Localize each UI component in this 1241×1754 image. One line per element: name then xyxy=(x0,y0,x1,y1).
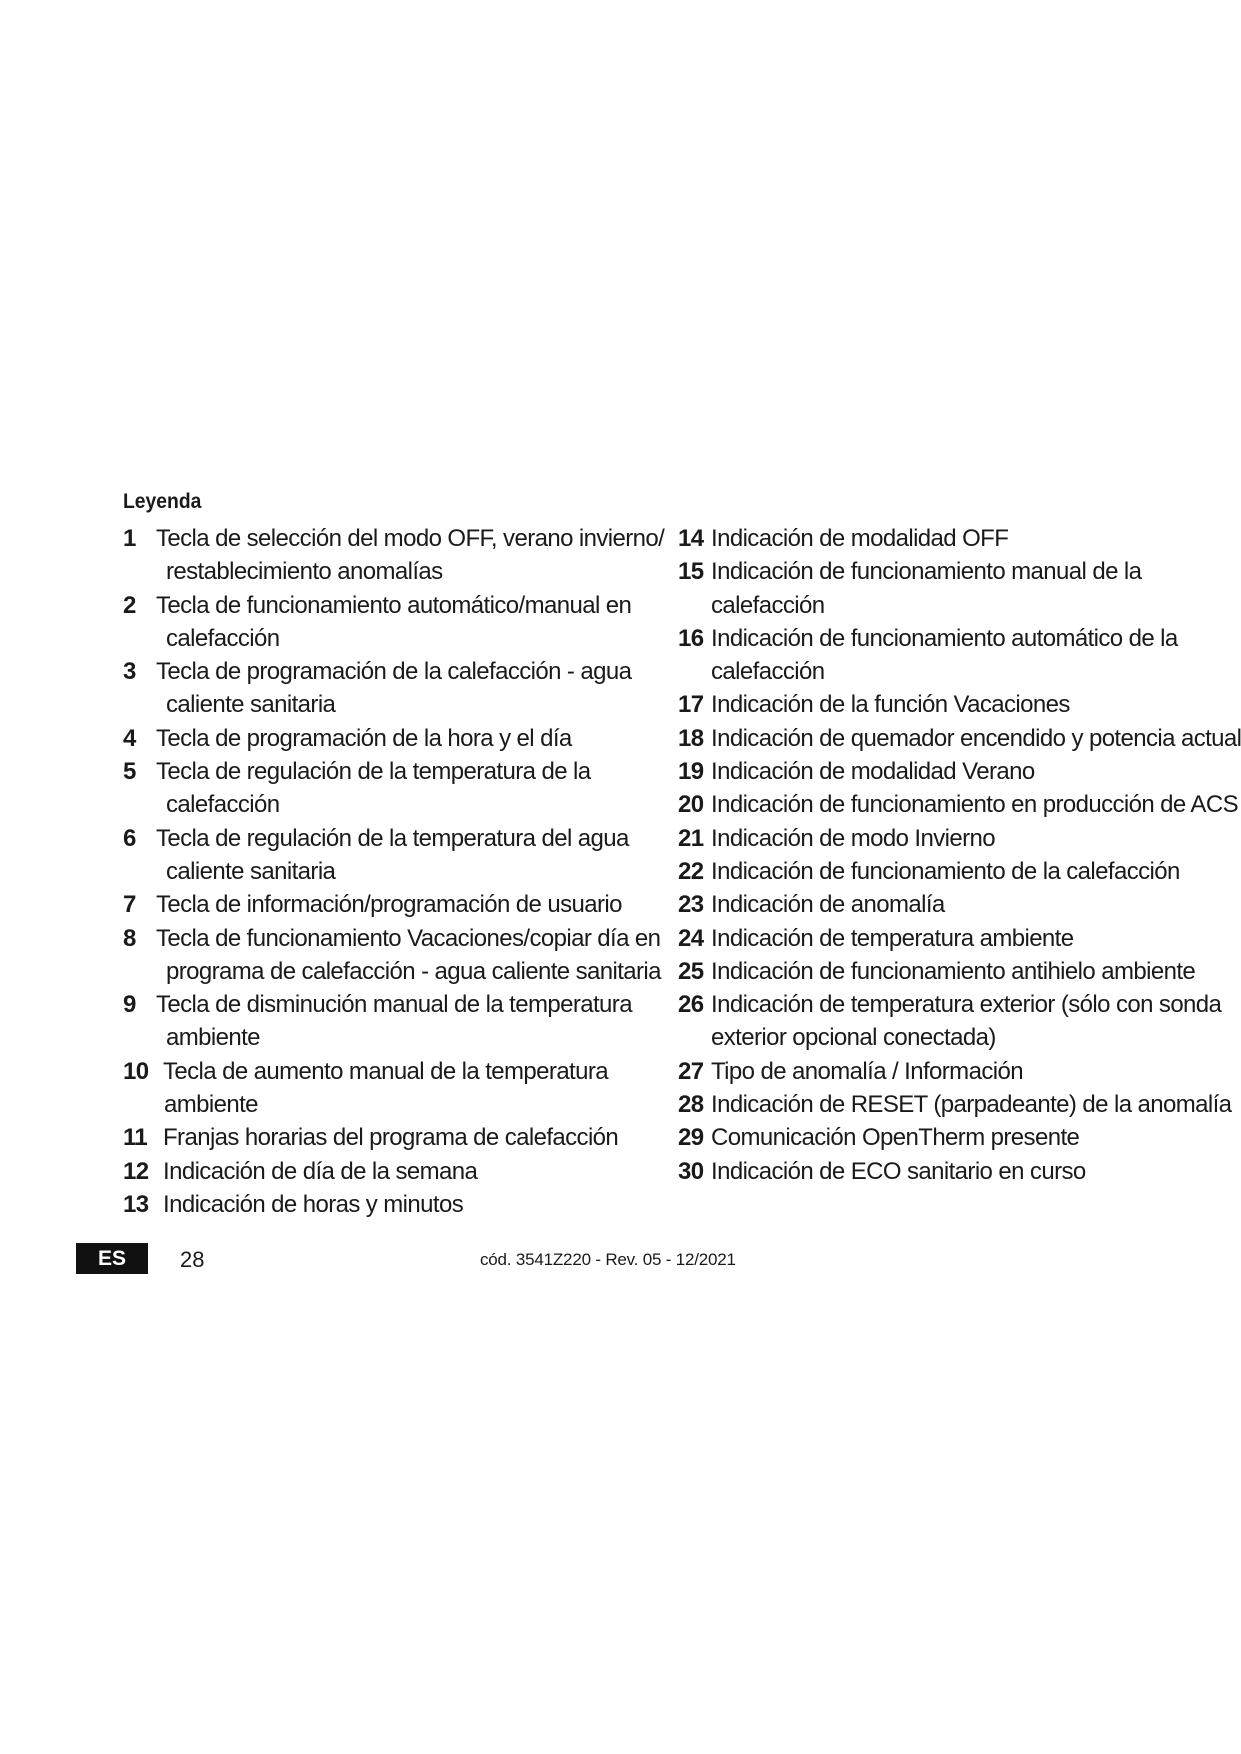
item-text: Indicación de modalidad OFF xyxy=(711,525,1009,552)
legend-item xyxy=(123,1055,643,1122)
legend-item xyxy=(678,622,1218,689)
item-text: Indicación de funcionamiento antihielo ambiente xyxy=(711,957,1196,985)
item-number: 23 xyxy=(678,891,704,919)
item-text: Tecla de aumento manual de la temperatura xyxy=(163,1057,609,1085)
legend-item xyxy=(678,722,1241,755)
item-text: Indicación de ECO sanitario en curso xyxy=(711,1157,1086,1185)
legend-item xyxy=(123,1188,643,1221)
item-number: 10 xyxy=(123,1057,149,1085)
item-text: Tecla de disminución manual de la temperatura xyxy=(156,991,632,1019)
item-number: 17 xyxy=(678,691,704,719)
item-text-continued: restablecimiento anomalías xyxy=(166,558,443,586)
item-text-continued: caliente sanitaria xyxy=(166,857,336,885)
language-badge: ES xyxy=(76,1243,148,1274)
legend-item xyxy=(678,1055,1218,1088)
item-text: Indicación de anomalía xyxy=(711,891,945,919)
item-number: 20 xyxy=(678,791,704,819)
item-text: Tecla de programación de la hora y el día xyxy=(156,724,572,752)
item-number: 9 xyxy=(123,991,136,1019)
item-text: Indicación de quemador encendido y potencia actual xyxy=(711,724,1241,752)
page-footer xyxy=(0,1243,1241,1283)
item-text: Indicación de funcionamiento manual de la xyxy=(711,558,1142,586)
item-number: 13 xyxy=(123,1190,149,1218)
legend-item xyxy=(678,555,1218,622)
item-text-continued: ambiente xyxy=(166,1024,260,1052)
legend-item xyxy=(678,855,1218,888)
item-number: 29 xyxy=(678,1124,704,1152)
legend-item xyxy=(678,1088,1232,1121)
item-text: Tipo de anomalía / Información xyxy=(711,1057,1023,1085)
legend-item xyxy=(123,755,643,822)
item-text: Tecla de información/programación de usuario xyxy=(156,891,622,919)
item-number: 16 xyxy=(678,624,704,652)
legend-item xyxy=(678,688,1218,721)
item-text: Tecla de funcionamiento automático/manual en xyxy=(156,591,632,619)
item-number: 4 xyxy=(123,724,136,752)
item-number: 11 xyxy=(123,1124,148,1152)
item-text: Indicación de RESET (parpadeante) de la anomalía xyxy=(711,1091,1232,1119)
item-text: Indicación de funcionamiento en producción de ACS xyxy=(711,791,1238,819)
item-number: 25 xyxy=(678,957,704,985)
legend-item xyxy=(123,522,665,589)
legend-title: Leyenda xyxy=(123,490,202,513)
legend-item xyxy=(678,888,1218,921)
item-text: Tecla de funcionamiento Vacaciones/copiar día en xyxy=(156,924,661,952)
legend-item xyxy=(123,1121,643,1154)
item-number: 3 xyxy=(123,658,136,686)
item-text-continued: caliente sanitaria xyxy=(166,691,336,719)
item-number: 2 xyxy=(123,591,136,619)
legend-item xyxy=(123,888,643,921)
legend-item xyxy=(123,589,643,656)
legend-item xyxy=(678,522,1218,555)
item-number: 12 xyxy=(123,1157,149,1185)
legend-item xyxy=(678,788,1238,821)
legend-item xyxy=(678,1121,1218,1154)
item-text: Tecla de regulación de la temperatura de la xyxy=(156,758,591,786)
item-number: 15 xyxy=(678,558,704,586)
item-text: Indicación de funcionamiento de la calefacción xyxy=(711,857,1180,885)
item-number: 7 xyxy=(123,891,136,919)
item-number: 21 xyxy=(678,824,704,852)
item-number: 24 xyxy=(678,924,704,952)
item-text: Tecla de regulación de la temperatura del agua xyxy=(156,824,629,852)
item-text: Indicación de modo Invierno xyxy=(711,824,995,852)
item-text: Tecla de programación de la calefacción - agua xyxy=(156,658,632,686)
legend-item xyxy=(123,822,643,889)
item-number: 30 xyxy=(678,1157,704,1185)
item-text-continued: calefacción xyxy=(711,658,825,686)
legend-item xyxy=(123,1155,643,1188)
item-text: Indicación de día de la semana xyxy=(163,1157,478,1185)
item-number: 18 xyxy=(678,724,704,752)
item-number: 5 xyxy=(123,758,136,786)
item-number: 22 xyxy=(678,857,704,885)
item-number: 27 xyxy=(678,1057,704,1085)
legend-item xyxy=(678,922,1218,955)
item-text-continued: calefacción xyxy=(711,591,825,619)
legend-left-column xyxy=(123,522,665,1221)
legend-item xyxy=(123,988,643,1055)
legend-item xyxy=(678,1155,1218,1188)
item-number: 19 xyxy=(678,758,704,786)
item-text: Indicación de modalidad Verano xyxy=(711,758,1035,786)
item-text: Franjas horarias del programa de calefacción xyxy=(163,1124,619,1152)
item-text: Tecla de selección del modo OFF, verano invierno/ xyxy=(156,525,665,552)
legend-item xyxy=(123,722,643,755)
item-text-continued: programa de calefacción - agua caliente sanitaria xyxy=(166,957,661,985)
item-number: 6 xyxy=(123,824,136,852)
item-text-continued: calefacción xyxy=(166,791,280,819)
item-text-continued: calefacción xyxy=(166,624,280,652)
item-text: Indicación de la función Vacaciones xyxy=(711,691,1070,719)
item-text: Indicación de horas y minutos xyxy=(163,1190,464,1218)
item-number: 26 xyxy=(678,991,704,1019)
page-number: 28 xyxy=(180,1247,205,1272)
document-code: cód. 3541Z220 - Rev. 05 - 12/2021 xyxy=(480,1250,736,1269)
item-number: 28 xyxy=(678,1091,704,1119)
legend-item xyxy=(678,988,1222,1055)
legend-item xyxy=(123,655,643,722)
legend-item xyxy=(678,955,1218,988)
legend-item xyxy=(123,922,661,989)
legend-item xyxy=(678,822,1218,855)
item-number: 14 xyxy=(678,525,704,552)
item-text: Indicación de temperatura ambiente xyxy=(711,924,1074,952)
item-number: 8 xyxy=(123,924,136,952)
item-text: Indicación de temperatura exterior (sólo con sonda xyxy=(711,991,1222,1019)
item-text-continued: exterior opcional conectada) xyxy=(711,1024,996,1052)
item-text: Indicación de funcionamiento automático de la xyxy=(711,624,1178,652)
legend-item xyxy=(678,755,1218,788)
legend-right-column xyxy=(678,522,1241,1188)
item-number: 1 xyxy=(123,525,136,552)
item-text-continued: ambiente xyxy=(164,1091,258,1119)
item-text: Comunicación OpenTherm presente xyxy=(711,1124,1080,1152)
